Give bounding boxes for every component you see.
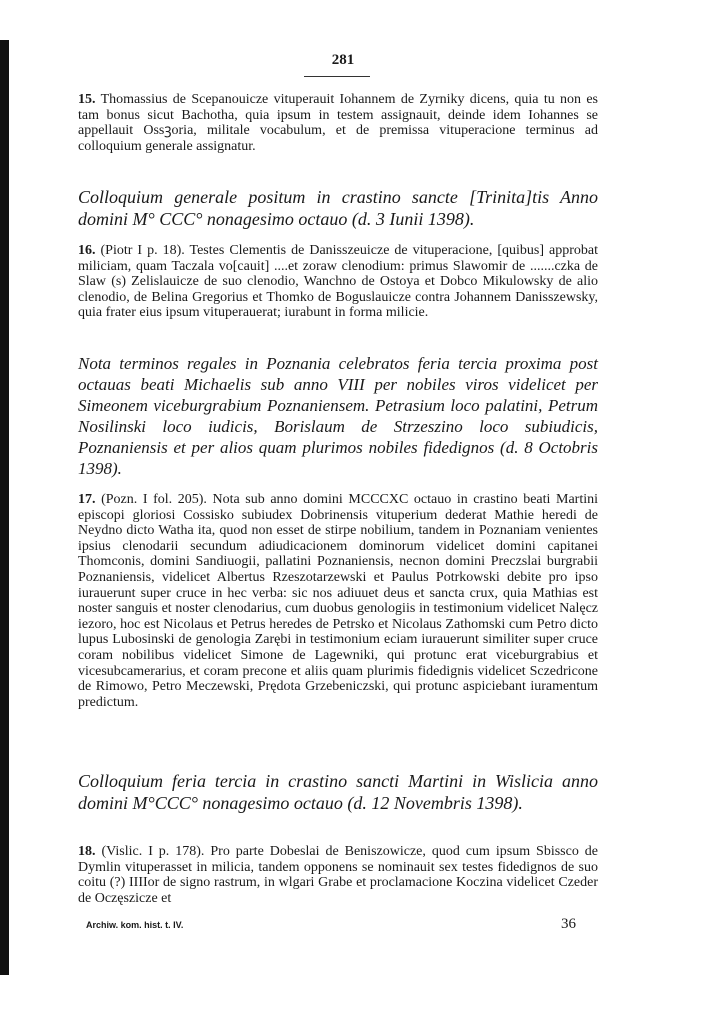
section-heading-wislicia: Colloquium feria tercia in crastino sancti Martini in Wislicia anno domini M°CCC° nonagesimo octauo (d. 12 Novembris 1398). bbox=[78, 771, 598, 813]
entry-16 bbox=[78, 243, 598, 321]
footer-signature-number: 36 bbox=[561, 916, 576, 932]
section-heading-poznania: Nota terminos regales in Poznania celebratos feria tercia proxima post octauas beati Michaelis sub anno VIII per nobiles viros videlicet per Simeonem viceburgrabium Poznaniensem. Petrasium loco palatini, Petrum Nosilinski loco iudicis, Borislaum de Strzeszino loco subiudicis, Poznaniensis et per alios quam plurimos nobiles fidedignos (d. 8 Octobris 1398). bbox=[78, 354, 598, 478]
entry-text: (Piotr I p. 18). Testes Clementis de Danisszeuicze de vituperacione, [quibus] approbat miliciam, quam Taczala vo[cauit] ....et zoraw clenodium: primus Slawomir de .......czka de Slaw (s) Zelislauicze de suo clenodio, Wanchno de Ostoya et Dobco Mikulowsky de alio clenodio, de Belina Gregorius et Thomko de Boguslauicze contra Johannem Danisszewsky, quia frater eius ipsum vituperauerat; iurabunt in forma milicie. bbox=[78, 243, 598, 321]
section-heading-trinity: Colloquium generale positum in crastino sancte [Trinita]tis Anno domini M° CCC° nonagesimo octauo (d. 3 Iunii 1398). bbox=[78, 187, 598, 229]
entry-number: 17. bbox=[78, 492, 96, 507]
page-number-rule bbox=[304, 76, 370, 77]
entry-17 bbox=[78, 492, 598, 710]
entry-number: 15. bbox=[78, 92, 96, 107]
entry-18 bbox=[78, 844, 598, 906]
entry-text: (Pozn. I fol. 205). Nota sub anno domini MCCCXC octauo in crastino beati Martini episcopi gloriosi Cossisko subiudex Dobrinensis vituperium dederat Mathie heredi de Neydno dicto Watha ita, quod non esset de stirpe nobilium, tandem in Poznaniam venientes ipsius clenodarii secundum adiudicacionem dominorum videlicet domini capitanei Thomconis, domini Sandiuogii, pallatini Poznaniensis, necnon domini Preczslai burgrabii Poznaniensis, videlicet Albertus Rzeszotarzewski et Paulus Potrkowski debite pro ipso iurauerunt super cruce in hec verba: sic nos adiuuet deus et sancta crux, quia Mathias est noster sanguis et noster clenodarius, cum duobus genologiis in testimonium videlicet Nalęcz iezoro, hoc est Nicolaus et Petrus heredes de Petrsko et Nicolaus Zathomski cum Petro dicto lupus Lubosinski de genologia Zarębi in testimonium eciam iurauerunt similiter super cruce coram nobilibus videlicet Simone de Lagewniki, qui protunc erat viceburgrabius et vicesubcamerarius, et coram precone et aliis quam plurimis fidedignis videlicet Sczedricone de Rimowo, Petro Meczewski, Prędota Grzebeniczski, qui protunc aspiciebant iuramentum predictum. bbox=[78, 492, 599, 710]
page-number: 281 bbox=[331, 52, 355, 68]
entry-15 bbox=[78, 92, 598, 154]
entry-number: 16. bbox=[78, 243, 96, 258]
entry-text: (Vislic. I p. 178). Pro parte Dobeslai de Beniszowicze, quod cum ipsum Sbissco de Dymlin vituperasset in milicia, tandem opponens se nominauit sex testes fidedignos de suo coitu (?) IIIIor de signo rastrum, in wlgari Grabe et proclamacione Koczina videlicet Czeder de Oczęszicze et bbox=[78, 844, 599, 906]
entry-number: 18. bbox=[78, 844, 96, 859]
footer-source: Archiw. kom. hist. t. IV. bbox=[86, 920, 184, 930]
page-footer bbox=[86, 918, 576, 938]
entry-text: Thomassius de Scepanouicze vituperauit Iohannem de Zyrniky dicens, quia tu non es tam bonus sicut Bachotha, quia ipsum in testem assignauit, deinde idem Iohannes se appellauit Ossꝫoria, militale vocabulum, et de premissa vituperacione terminus ad colloquium generale assignatur. bbox=[78, 92, 599, 154]
